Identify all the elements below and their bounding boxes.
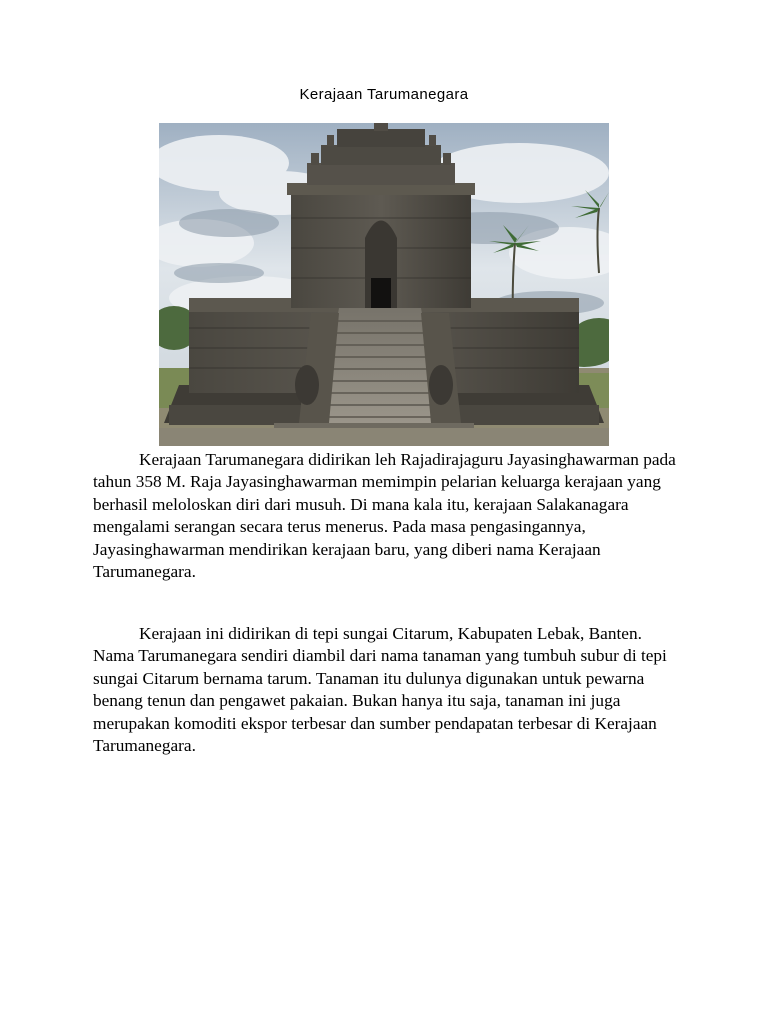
paragraph-2: Kerajaan ini didirikan di tepi sungai Citarum, Kabupaten Lebak, Banten. Nama Tarumanegara sendiri diambil dari nama tanaman yang tumbuh subur di tepi sungai Citarum bernama tarum. Tanaman itu dulunya digunakan untuk pewarna benang tenun dan pengawet pakaian. Bukan hanya itu saja, tanaman ini juga merupakan komoditi ekspor terbesar dan sumber pendapatan terbesar di Kerajaan Tarumanegara. <box>93 624 667 756</box>
paragraph-1: Kerajaan Tarumanegara didirikan leh Rajadirajaguru Jayasinghawarman pada tahun 358 M. Raja Jayasinghawarman memimpin pelarian keluarga kerajaan yang berhasil meloloskan diri dari musuh. Di mana kala itu, kerajaan Salakanagara mengalami serangan secara terus menerus. Pada masa pengasingannya, Jayasinghawarman mendirikan kerajaan baru, yang diberi nama Kerajaan Tarumanegara. <box>93 450 676 582</box>
temple-photo <box>159 123 609 446</box>
document-title: Kerajaan Tarumanegara <box>299 86 469 103</box>
